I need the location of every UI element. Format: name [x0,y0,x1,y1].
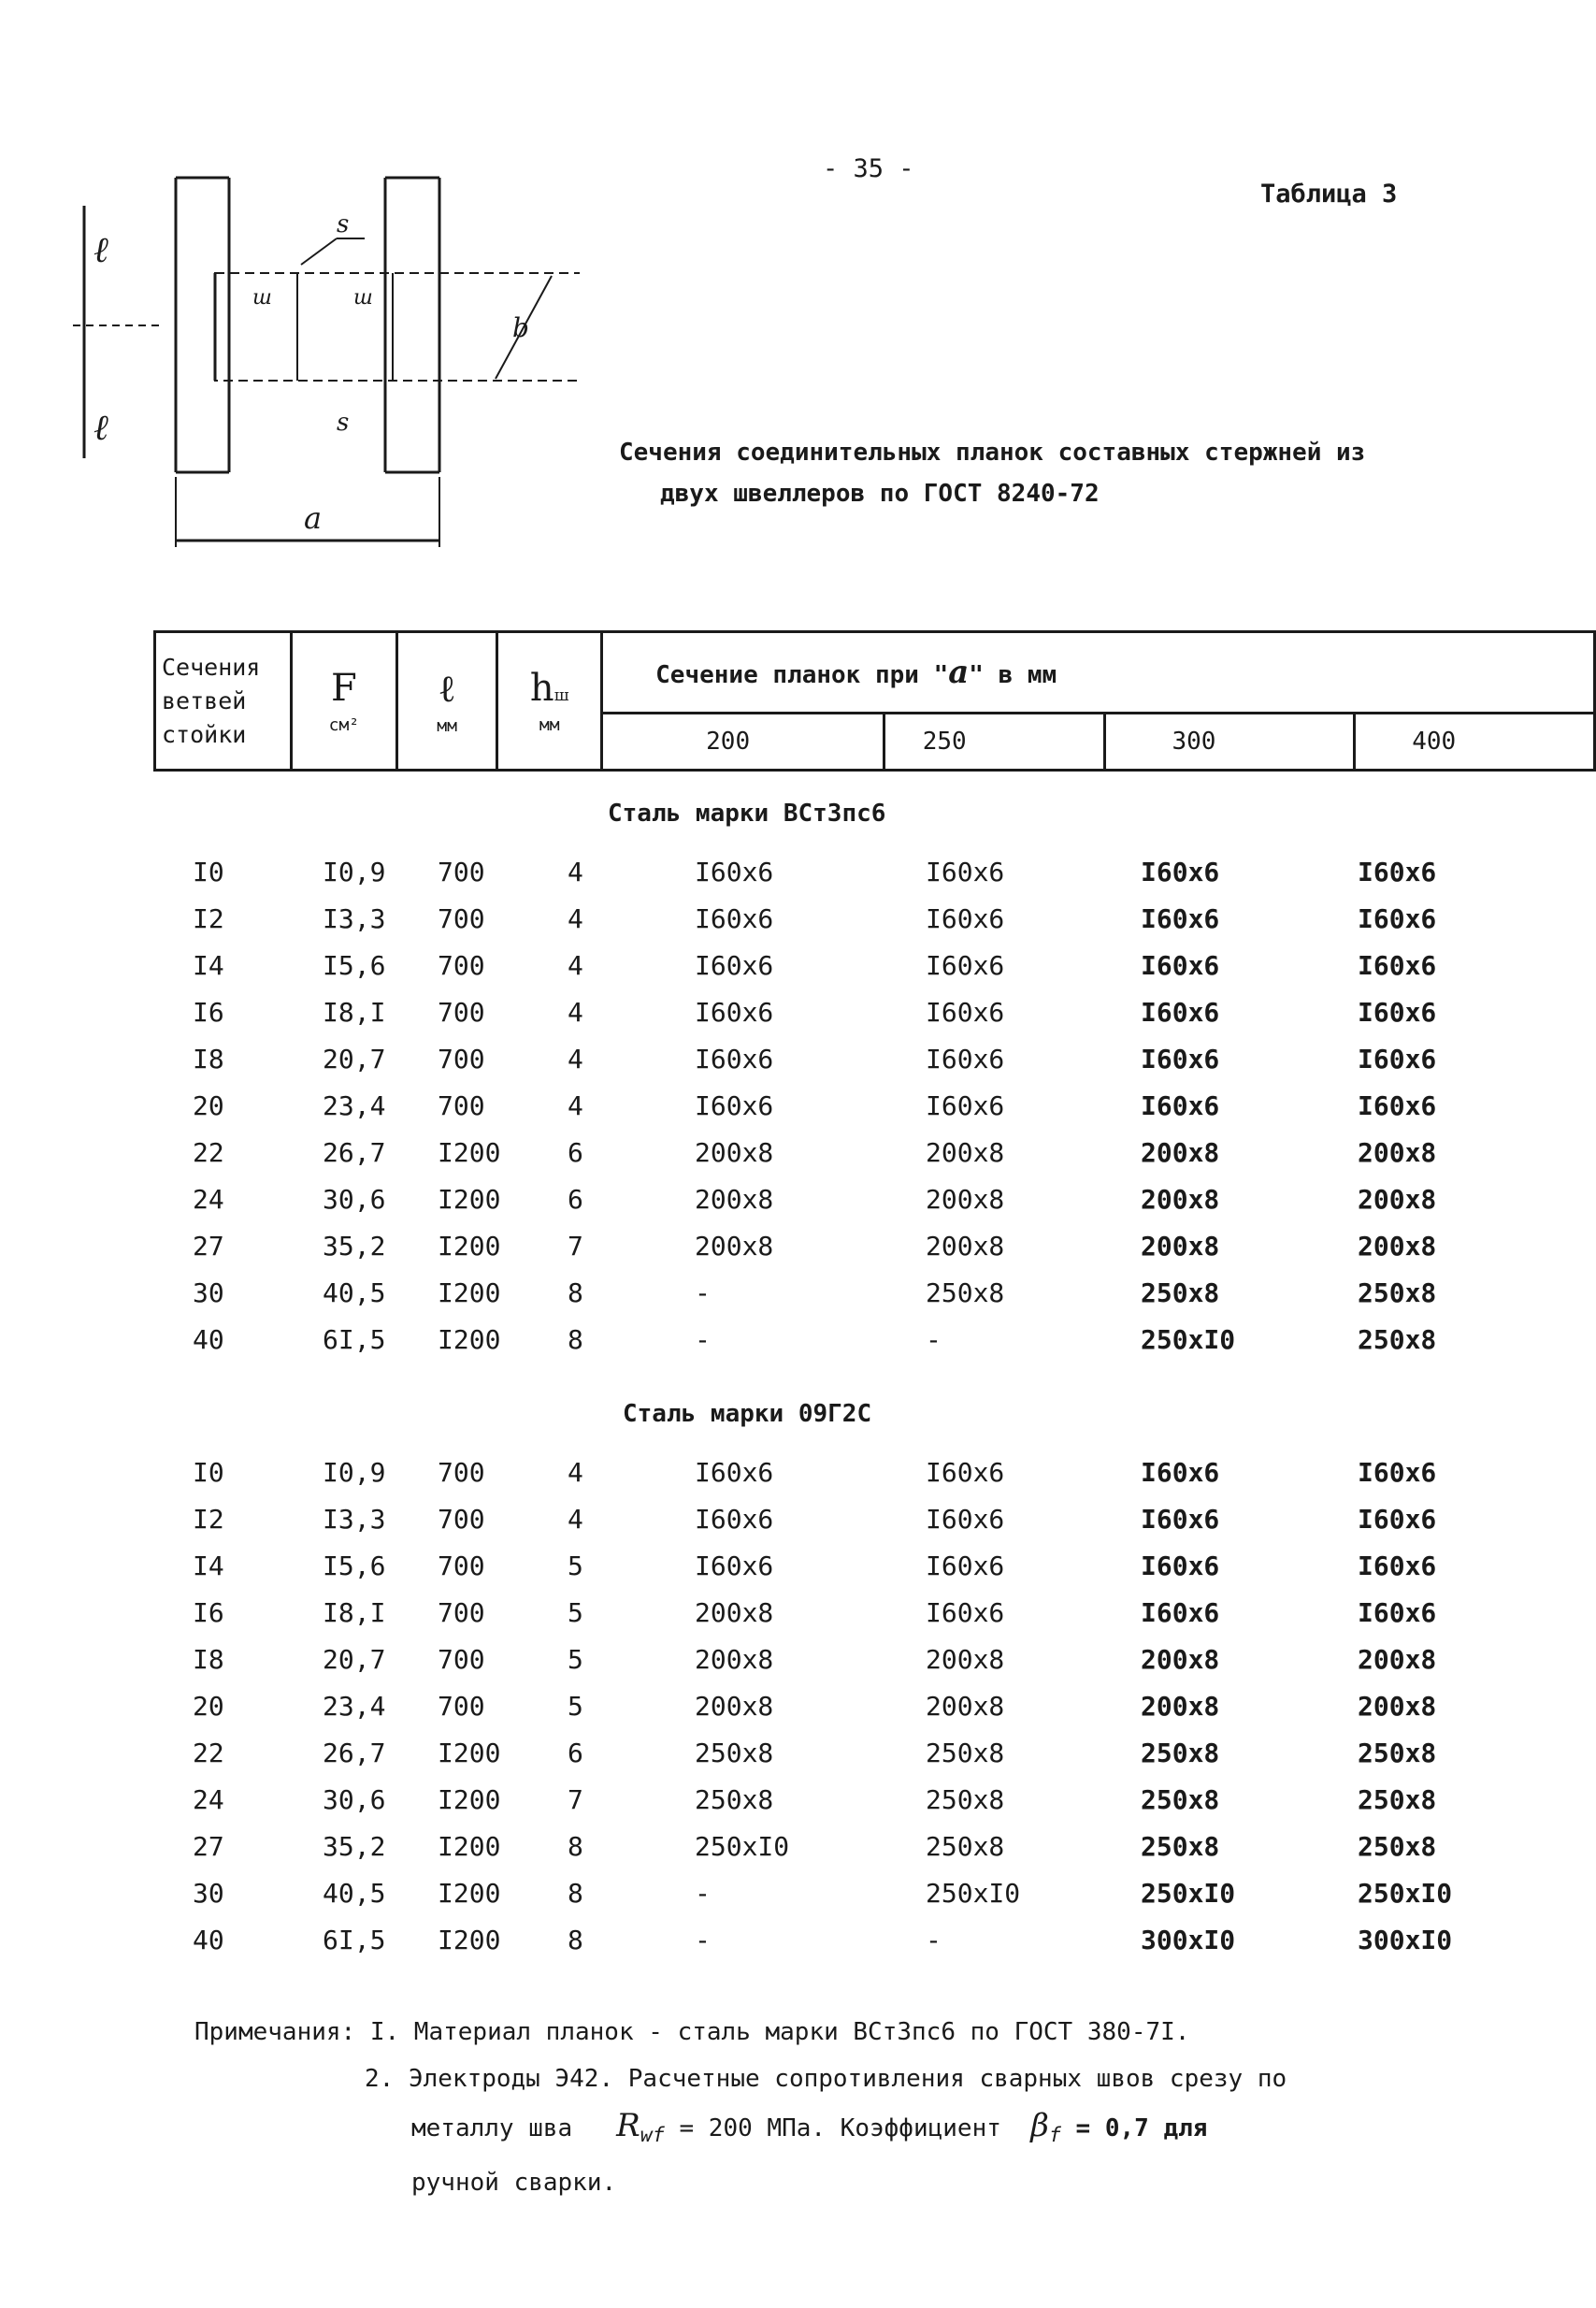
cell-weld: 5 [568,1691,583,1722]
table-row [0,1738,1596,1784]
cell-a300: 200х8 [1141,1644,1220,1675]
cell-a200: - [695,1324,711,1355]
cell-area: I5,6 [323,1551,386,1581]
cell-a400: 200х8 [1358,1644,1437,1675]
section-2-rows [0,1457,1596,1971]
note-2-line-2 [194,2102,1287,2159]
cell-a250: I60х6 [926,1504,1005,1535]
diagram-label-length-bottom: ℓ [93,407,108,448]
cell-area: I8,I [323,997,386,1028]
cell-weld: 4 [568,1044,583,1075]
beta-symbol: β [1030,2107,1049,2144]
cell-weld: 4 [568,997,583,1028]
cell-a400: I60х6 [1358,1597,1437,1628]
cell-area: 30,6 [323,1184,386,1215]
table-row [0,1831,1596,1878]
note-2-suffix: = 0,7 для [1075,2114,1208,2142]
table-row [0,1044,1596,1090]
cell-profile: 20 [193,1090,224,1121]
cell-weld: 6 [568,1137,583,1168]
header-length-symbol: ℓ [438,667,456,711]
cell-weld: 5 [568,1644,583,1675]
cell-area: I5,6 [323,950,386,981]
cell-weld: 5 [568,1551,583,1581]
rwf-subscript: wf [640,2124,665,2148]
table-row [0,1597,1596,1644]
header-weld-symbol: h [529,667,554,710]
diagram-label-length-top: ℓ [93,229,108,270]
cell-length: I200 [438,1137,501,1168]
table-row [0,1878,1596,1925]
cell-length: 700 [438,1504,485,1535]
cell-length: 700 [438,1644,485,1675]
diagram-label-spacing: a [304,500,323,536]
cell-profile: I4 [193,950,224,981]
table-row [0,857,1596,903]
table-row [0,1691,1596,1738]
cell-weld: 4 [568,1457,583,1488]
cell-length: I200 [438,1738,501,1768]
cell-area: 23,4 [323,1691,386,1722]
cell-a200: I60х6 [695,1551,774,1581]
table-caption [619,432,1460,514]
cell-weld: 4 [568,1090,583,1121]
cell-a300: I60х6 [1141,997,1220,1028]
cell-weld: 8 [568,1831,583,1862]
header-area-symbol: F [330,667,357,710]
cell-profile: 30 [193,1277,224,1308]
cell-profile: I4 [193,1551,224,1581]
cell-a200: I60х6 [695,997,774,1028]
cell-a300: I60х6 [1141,1551,1220,1581]
cell-a250: I60х6 [926,1597,1005,1628]
cell-length: I200 [438,1784,501,1815]
table-row [0,1324,1596,1371]
diagram-label-weld-left: ш [252,286,272,310]
cell-a250: 250х8 [926,1784,1005,1815]
note-2-line-3: ручной сварки. [411,2169,617,2198]
cell-length: 700 [438,1551,485,1581]
cell-length: I200 [438,1277,501,1308]
cell-a300: I60х6 [1141,950,1220,981]
cell-profile: I2 [193,1504,224,1535]
section-title-1: Сталь марки ВСт3пс6 [608,800,886,828]
cell-a250: 200х8 [926,1231,1005,1262]
cell-a300: 200х8 [1141,1231,1220,1262]
cell-a300: 250х8 [1141,1277,1220,1308]
header-weld-col [497,632,602,771]
cell-a400: I60х6 [1358,903,1437,934]
cell-length: 700 [438,857,485,887]
cell-length: 700 [438,997,485,1028]
cell-a200: 200х8 [695,1644,774,1675]
cell-a400: I60х6 [1358,1457,1437,1488]
cell-a300: I60х6 [1141,1090,1220,1121]
cell-a200: - [695,1277,711,1308]
cell-area: I0,9 [323,1457,386,1488]
table-row [0,950,1596,997]
cell-a300: I60х6 [1141,903,1220,934]
cell-a400: 200х8 [1358,1691,1437,1722]
cell-a400: I60х6 [1358,950,1437,981]
cell-a250: I60х6 [926,1090,1005,1121]
cell-a250: 250х8 [926,1277,1005,1308]
cell-a250: 200х8 [926,1644,1005,1675]
cell-a400: 250х8 [1358,1277,1437,1308]
cell-a300: I60х6 [1141,1044,1220,1075]
cell-a400: 250хI0 [1358,1878,1453,1909]
cell-a200: I60х6 [695,903,774,934]
note-1 [194,2009,1287,2056]
cell-profile: 27 [193,1231,224,1262]
cell-area: I0,9 [323,857,386,887]
cell-a300: 250хI0 [1141,1324,1236,1355]
note-2-mid: = 200 МПа. Коэффициент [679,2114,1001,2142]
table-row [0,1231,1596,1277]
cell-a400: I60х6 [1358,997,1437,1028]
cell-a200: I60х6 [695,1044,774,1075]
cell-a400: I60х6 [1358,1551,1437,1581]
cell-weld: 8 [568,1277,583,1308]
header-a-400: 400 [1355,714,1595,771]
note-2-line-1: 2. Электроды Э42. Расчетные сопротивления сварных швов срезу по [365,2065,1287,2093]
cell-profile: I0 [193,857,224,887]
cell-length: 700 [438,1457,485,1488]
cell-a200: 200х8 [695,1137,774,1168]
cell-a200: I60х6 [695,950,774,981]
cell-area: 6I,5 [323,1324,386,1355]
diagram-label-height: b [512,312,529,343]
cell-length: 700 [438,950,485,981]
cell-length: I200 [438,1831,501,1862]
cell-a300: 250х8 [1141,1738,1220,1768]
cell-a250: I60х6 [926,1044,1005,1075]
header-span-a: a [948,654,970,691]
caption-line-2: двух швеллеров по ГОСТ 8240-72 [660,480,1100,508]
cell-weld: 5 [568,1597,583,1628]
cell-area: 40,5 [323,1277,386,1308]
cell-area: 30,6 [323,1784,386,1815]
cell-length: I200 [438,1184,501,1215]
cell-a200: 200х8 [695,1691,774,1722]
cell-length: I200 [438,1231,501,1262]
table-label: Таблица 3 [1260,180,1398,209]
table-header [153,630,1596,772]
cell-weld: 7 [568,1231,583,1262]
rwf-symbol: R [616,2107,640,2144]
cell-a200: I60х6 [695,857,774,887]
cell-a200: - [695,1878,711,1909]
cell-profile: 24 [193,1184,224,1215]
cell-area: 35,2 [323,1831,386,1862]
table-row [0,1644,1596,1691]
cell-a200: 250х8 [695,1738,774,1768]
cell-a200: I60х6 [695,1504,774,1535]
cell-a400: I60х6 [1358,857,1437,887]
cell-a250: I60х6 [926,903,1005,934]
cell-a400: 300хI0 [1358,1925,1453,1955]
header-a-300: 300 [1105,714,1355,771]
cell-a250: 250х8 [926,1738,1005,1768]
header-area-col [291,632,396,771]
cell-a400: 250х8 [1358,1738,1437,1768]
notes-heading: Примечания: [194,2018,356,2046]
cell-a300: 250х8 [1141,1831,1220,1862]
cell-weld: 8 [568,1324,583,1355]
cell-a200: 250хI0 [695,1831,790,1862]
cell-a300: I60х6 [1141,1597,1220,1628]
cell-a250: 200х8 [926,1691,1005,1722]
table-row [0,1551,1596,1597]
cell-a300: I60х6 [1141,1504,1220,1535]
diagram-label-weld-right: ш [353,286,373,310]
cell-weld: 4 [568,1504,583,1535]
cell-a250: - [926,1925,942,1955]
cell-area: 20,7 [323,1044,386,1075]
cell-a250: 250х8 [926,1831,1005,1862]
cell-profile: I8 [193,1644,224,1675]
header-length-col [396,632,496,771]
table-row [0,1504,1596,1551]
header-section-col: Сечения ветвей стойки [155,632,292,771]
cell-a400: 200х8 [1358,1137,1437,1168]
cell-area: I3,3 [323,903,386,934]
cell-a300: I60х6 [1141,857,1220,887]
cell-a400: 200х8 [1358,1231,1437,1262]
cell-weld: 7 [568,1784,583,1815]
cell-a300: 300хI0 [1141,1925,1236,1955]
cell-profile: I0 [193,1457,224,1488]
cell-a250: I60х6 [926,950,1005,981]
header-span-suffix: " в мм [969,661,1057,689]
cell-a300: 250хI0 [1141,1878,1236,1909]
cell-profile: I2 [193,903,224,934]
cell-area: 23,4 [323,1090,386,1121]
cell-length: 700 [438,1597,485,1628]
cell-profile: 22 [193,1137,224,1168]
cell-a400: I60х6 [1358,1504,1437,1535]
caption-line-1: Сечения соединительных планок составных стержней из [619,439,1366,467]
cell-length: I200 [438,1925,501,1955]
cell-a200: 200х8 [695,1597,774,1628]
cell-a250: 200х8 [926,1184,1005,1215]
cell-profile: I8 [193,1044,224,1075]
cell-weld: 8 [568,1925,583,1955]
cell-a200: I60х6 [695,1090,774,1121]
beta-subscript: f [1048,2124,1061,2148]
cell-a200: - [695,1925,711,1955]
batten-diagram [56,159,580,570]
note-2-prefix: металлу шва [411,2114,573,2142]
header-a-250: 250 [884,714,1105,771]
cell-profile: 24 [193,1784,224,1815]
cell-a200: I60х6 [695,1457,774,1488]
cell-a300: I60х6 [1141,1457,1220,1488]
diagram-label-thickness-top: s [337,210,350,238]
section-1-rows [0,857,1596,1371]
cell-profile: I6 [193,1597,224,1628]
table-row [0,1457,1596,1504]
table-row [0,1137,1596,1184]
cell-a250: I60х6 [926,997,1005,1028]
cell-area: 26,7 [323,1738,386,1768]
page-number: - 35 - [823,154,914,183]
cell-a250: 200х8 [926,1137,1005,1168]
cell-weld: 6 [568,1738,583,1768]
cell-weld: 8 [568,1878,583,1909]
cell-area: I3,3 [323,1504,386,1535]
cell-a250: - [926,1324,942,1355]
cell-weld: 4 [568,903,583,934]
cell-profile: I6 [193,997,224,1028]
table-row [0,1277,1596,1324]
cell-length: I200 [438,1324,501,1355]
cell-length: 700 [438,1044,485,1075]
cell-a400: I60х6 [1358,1044,1437,1075]
cell-area: 6I,5 [323,1925,386,1955]
section-title-2: Сталь марки 09Г2С [623,1400,872,1428]
cell-a200: 200х8 [695,1184,774,1215]
header-span-prefix: Сечение планок при " [655,661,949,689]
cell-a400: 200х8 [1358,1184,1437,1215]
table-row [0,903,1596,950]
cell-a250: I60х6 [926,857,1005,887]
cell-a300: 200х8 [1141,1184,1220,1215]
header-weld-unit: мм [539,715,560,735]
cell-a400: 250х8 [1358,1784,1437,1815]
note-1-text: I. Материал планок - сталь марки ВСт3пс6 по ГОСТ 380-7I. [369,2018,1190,2046]
cell-length: I200 [438,1878,501,1909]
header-area-unit: см² [328,715,360,735]
table-row [0,1184,1596,1231]
cell-profile: 22 [193,1738,224,1768]
cell-area: 20,7 [323,1644,386,1675]
cell-a300: 200х8 [1141,1691,1220,1722]
diagram-label-thickness-bottom: s [337,409,350,437]
cell-a400: 250х8 [1358,1831,1437,1862]
cell-a250: 250хI0 [926,1878,1021,1909]
cell-a400: I60х6 [1358,1090,1437,1121]
header-a-200: 200 [602,714,884,771]
cell-a250: I60х6 [926,1457,1005,1488]
cell-length: 700 [438,903,485,934]
cell-profile: 40 [193,1925,224,1955]
cell-a300: 200х8 [1141,1137,1220,1168]
cell-weld: 6 [568,1184,583,1215]
cell-weld: 4 [568,857,583,887]
cell-area: I8,I [323,1597,386,1628]
notes [194,2009,1287,2206]
cell-weld: 4 [568,950,583,981]
cell-area: 35,2 [323,1231,386,1262]
cell-a400: 250х8 [1358,1324,1437,1355]
cell-a300: 250х8 [1141,1784,1220,1815]
header-weld-subscript: ш [554,686,569,705]
table-row [0,1090,1596,1137]
table-row [0,997,1596,1044]
table-row [0,1784,1596,1831]
header-length-unit: мм [437,715,457,736]
cell-a200: 200х8 [695,1231,774,1262]
cell-a200: 250х8 [695,1784,774,1815]
cell-a250: I60х6 [926,1551,1005,1581]
cell-profile: 20 [193,1691,224,1722]
cell-length: 700 [438,1090,485,1121]
cell-profile: 40 [193,1324,224,1355]
table-row [0,1925,1596,1971]
cell-length: 700 [438,1691,485,1722]
cell-area: 26,7 [323,1137,386,1168]
cell-profile: 30 [193,1878,224,1909]
cell-area: 40,5 [323,1878,386,1909]
header-batten-span [602,632,1595,714]
cell-profile: 27 [193,1831,224,1862]
